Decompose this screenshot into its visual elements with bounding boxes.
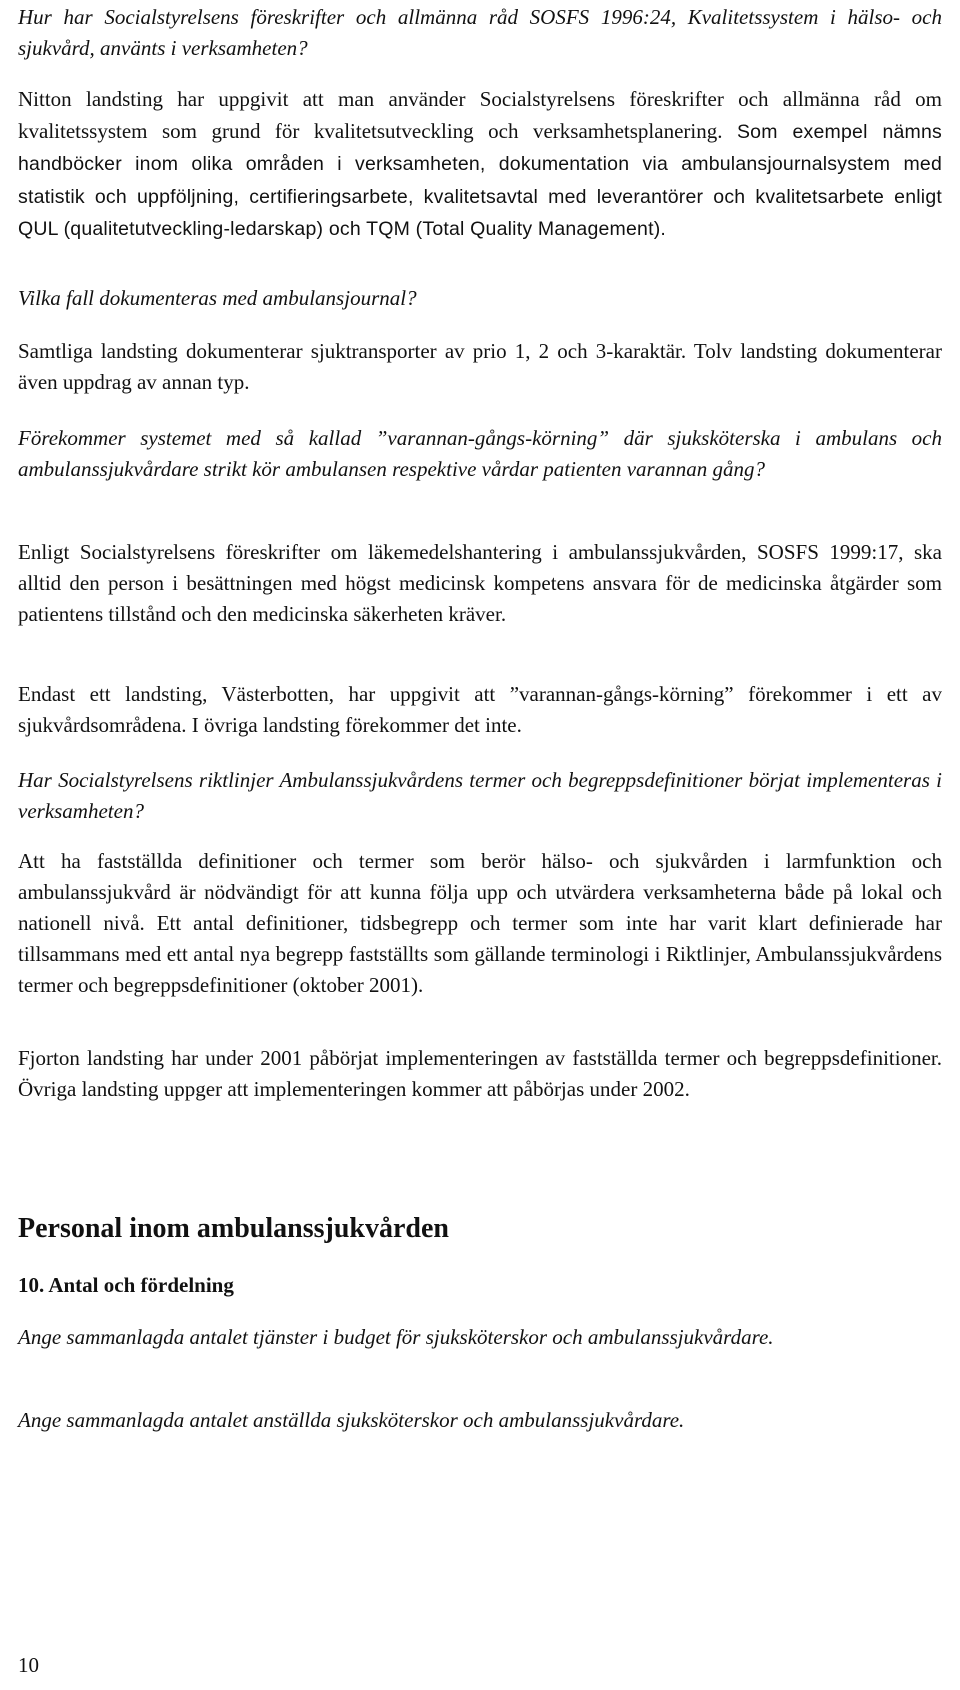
question-employed-staff: [18, 1405, 942, 1436]
question-text: Vilka fall dokumenteras med ambulansjournal?: [18, 286, 417, 310]
answer-text-serif: Nitton landsting har uppgivit att man använder Socialstyrelsens föreskrifter och allmänna råd om kvalitetssystem som grund för kvalitetsutveckling och verksamhetsplanering.: [18, 87, 942, 143]
answer-text: [18, 84, 942, 246]
answer-text: Enligt Socialstyrelsens föreskrifter om läkemedelshantering i ambulanssjukvården, SOSFS 1999:17, ska alltid den person i besättningen med högst medicinsk kompetens ansvara för de medicinska åtgärder som patientens tillstånd och den medicinska säkerheten kräver.: [18, 540, 942, 626]
answer-text: Samtliga landsting dokumenterar sjuktransporter av prio 1, 2 och 3-karaktär. Tolv landsting dokumenterar även uppdrag av annan typ.: [18, 339, 942, 394]
answer-text: Att ha fastställda definitioner och termer som berör hälso- och sjukvården i larmfunktion och ambulanssjukvård är nödvändigt för att kunna följa upp och utvärdera verksamheterna både på lokal och nationell nivå. Ett antal definitioner, tidsbegrepp och termer som inte har varit klart definierade har tillsammans med ett antal nya begrepp fastställts som gällande terminologi i Riktlinjer, Ambulanssjukvårdens termer och begreppsdefinitioner (oktober 2001).: [18, 849, 942, 997]
answer-text: Endast ett landsting, Västerbotten, har uppgivit att ”varannan-gångs-körning” förekommer i ett av sjukvårdsområdena. I övriga landsting förekommer det inte.: [18, 682, 942, 737]
answer-paragraph-vasterbotten: [18, 679, 942, 741]
question-text: Förekommer systemet med så kallad ”varannan-gångs-körning” där sjuksköterska i ambulans och ambulanssjukvårdare strikt kör ambulansen respektive vårdar patienten varannan gång?: [18, 426, 942, 481]
question-alternating-driving: [18, 423, 942, 485]
question-sosfs-1996: [18, 2, 942, 64]
section-heading: Personal inom ambulanssjukvården: [18, 1213, 449, 1244]
question-budget-positions: [18, 1322, 942, 1353]
subsection-heading: 10. Antal och fördelning: [18, 1273, 234, 1297]
question-terms-definitions: [18, 765, 942, 827]
answer-paragraph-implementation: [18, 1043, 942, 1105]
question-text: Hur har Socialstyrelsens föreskrifter och allmänna råd SOSFS 1996:24, Kvalitetssystem i hälso- och sjukvård, använts i verksamheten?: [18, 5, 942, 60]
answer-paragraph-quality-systems: [18, 84, 942, 246]
question-text: Ange sammanlagda antalet anställda sjuksköterskor och ambulanssjukvårdare.: [18, 1408, 685, 1432]
question-text: Har Socialstyrelsens riktlinjer Ambulanssjukvårdens termer och begreppsdefinitioner börjat implementeras i verksamheten?: [18, 768, 942, 823]
answer-text: Fjorton landsting har under 2001 påbörjat implementeringen av fastställda termer och begreppsdefinitioner. Övriga landsting uppger att implementeringen kommer att påbörjas under 2002.: [18, 1046, 942, 1101]
answer-paragraph-journal: [18, 336, 942, 398]
page-number: 10: [18, 1653, 39, 1677]
question-ambulance-journal: [18, 283, 942, 314]
question-text: Ange sammanlagda antalet tjänster i budget för sjuksköterskor och ambulanssjukvårdare.: [18, 1325, 774, 1349]
answer-text-sans: Som exempel nämns handböcker inom olika områden i verksamheten, dokumentation via ambulansjournalsystem med statistik och uppföljning, certifieringsarbete, kvalitetsavtal med leverantörer och kvalitetsarbete enligt QUL (qualitetutveckling-ledarskap) och TQM (Total Quality Management).: [18, 120, 942, 240]
answer-paragraph-medication: [18, 537, 942, 630]
answer-paragraph-definitions: [18, 846, 942, 1001]
